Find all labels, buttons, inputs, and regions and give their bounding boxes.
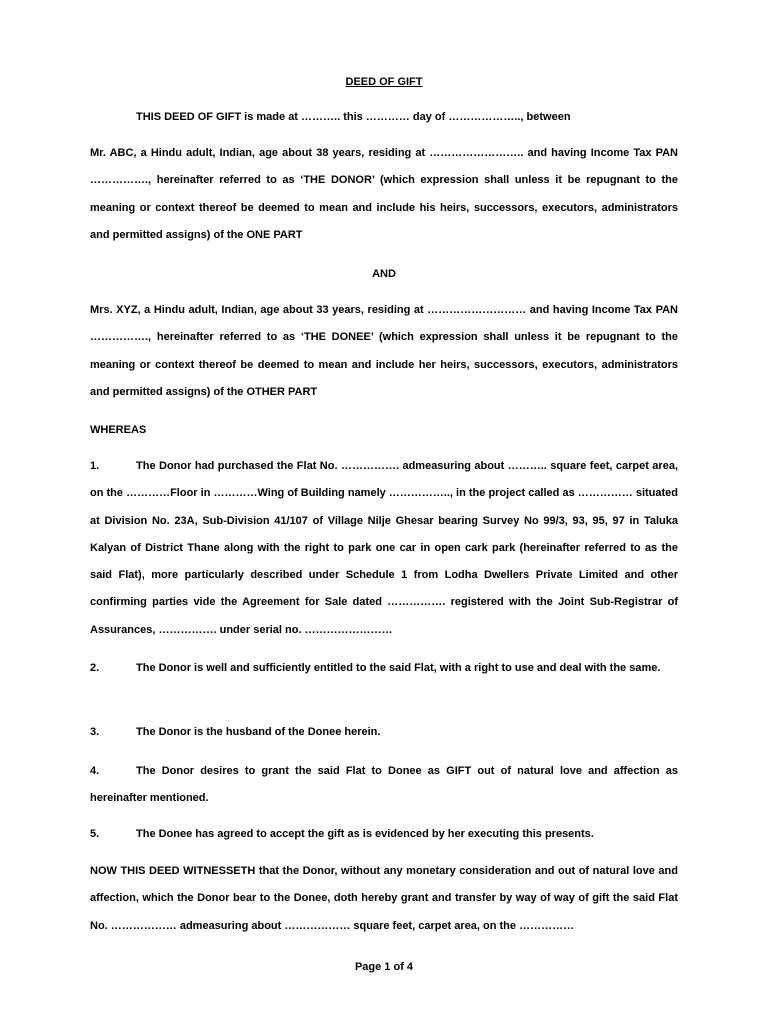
document-title: DEED OF GIFT xyxy=(345,76,423,88)
and-separator: AND xyxy=(372,268,396,280)
recital-text: The Donor is well and sufficiently entitled to the said Flat, with a right to use and deal with the same. xyxy=(136,662,661,674)
witnesseth-paragraph: NOW THIS DEED WITNESSETH that the Donor, without any monetary consideration and out of natural love and affection, which the Donor bear to the Donee, doth hereby grant and transfer by way of way of gift the said Flat No. ……………… admeasuring about ……………… square feet, carpet area, on the …………… xyxy=(90,865,678,932)
page-number: Page 1 of 4 xyxy=(354,961,414,973)
recital-item xyxy=(90,719,678,746)
recital-text: The Donee has agreed to accept the gift as is evidenced by her executing this presents. xyxy=(136,828,594,840)
recital-item xyxy=(90,758,678,813)
recital-text: The Donor is the husband of the Donee herein. xyxy=(136,726,381,738)
recital-number: 1. xyxy=(90,460,100,472)
recital-number: 3. xyxy=(90,726,100,738)
recital-item xyxy=(90,655,678,682)
recital-text: The Donor desires to grant the said Flat to Donee as GIFT out of natural love and affection as hereinafter mentioned. xyxy=(90,765,678,805)
recital-item xyxy=(90,453,678,644)
donee-paragraph: Mrs. XYZ, a Hindu adult, Indian, age about 33 years, residing at ……………………… and having Income Tax PAN ……………., hereinafter referred to as ‘THE DONEE’ (which expression shall unless it be repugnant to the meaning or context thereof be deemed to mean and include her heirs, successors, executors, administrators and permitted assigns) of the OTHER PART xyxy=(90,304,678,398)
recital-text: The Donor had purchased the Flat No. ……………. admeasuring about ……….. square feet, carpet area, on the …………Floor in …………Wing of Building namely …………….., in the project called as …………… situated at Division No. 23A, Sub-Division 41/107 of Village Nilje Ghesar bearing Survey No 99/3, 93, 95, 97 in Taluka Kalyan of District Thane along with the right to park one car in open cark park (hereinafter referred to as the said Flat), more particularly described under Schedule 1 from Lodha Dwellers Private Limited and other confirming parties vide the Agreement for Sale dated ……………. registered with the Joint Sub-Registrar of Assurances, ……………. under serial no. …………………… xyxy=(90,460,678,636)
whereas-heading: WHEREAS xyxy=(90,424,147,436)
intro-line: THIS DEED OF GIFT is made at ……….. this ………… day of ……………….., between xyxy=(136,111,571,123)
donor-paragraph: Mr. ABC, a Hindu adult, Indian, age about 38 years, residing at …………………….. and having Income Tax PAN ……………., hereinafter referred to as ‘THE DONOR’ (which expression shall unless it be repugnant to the meaning or context thereof be deemed to mean and include his heirs, successors, executors, administrators and permitted assigns) of the ONE PART xyxy=(90,147,678,241)
recital-number: 2. xyxy=(90,662,100,674)
document-page xyxy=(90,0,678,1024)
recital-item xyxy=(90,821,678,848)
recital-number: 4. xyxy=(90,765,100,777)
recital-number: 5. xyxy=(90,828,100,840)
